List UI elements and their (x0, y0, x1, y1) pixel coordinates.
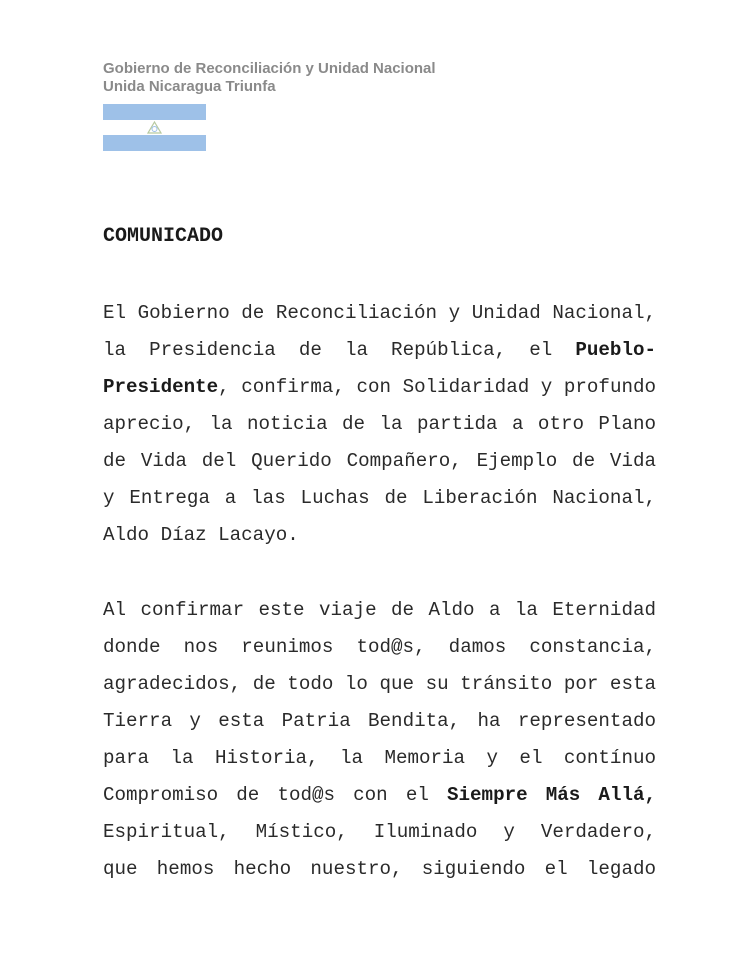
text-line: Tierra y esta Patria Bendita, ha representado (103, 710, 656, 732)
government-name: Gobierno de Reconciliación y Unidad Nacional (103, 60, 436, 77)
bold-text: Pueblo- (575, 339, 656, 361)
text-line: El Gobierno de Reconciliación y Unidad Nacional, (103, 302, 656, 324)
letterhead (103, 60, 436, 96)
text-line: que hemos hecho nuestro, siguiendo el legado (103, 858, 656, 880)
text-line: donde nos reunimos tod@s, damos constancia, (103, 636, 656, 658)
text-segment: Compromiso de tod@s con el (103, 784, 448, 806)
nicaragua-flag-icon (103, 104, 206, 151)
text-line (103, 332, 656, 369)
government-slogan: Unida Nicaragua Triunfa (103, 78, 276, 95)
flag-top-band (103, 104, 206, 120)
text-line: Aldo Díaz Lacayo. (103, 524, 299, 546)
text-line: agradecidos, de todo lo que su tránsito por esta (103, 673, 656, 695)
coat-of-arms-icon (147, 121, 162, 134)
bold-text: , (644, 784, 657, 806)
bold-text: Presidente (103, 376, 219, 398)
text-line (103, 369, 656, 406)
text-line: para la Historia, la Memoria y el contínuo (103, 747, 656, 769)
text-line: Al confirmar este viaje de Aldo a la Eternidad (103, 599, 656, 621)
text-line: Espiritual, Místico, Iluminado y Verdadero, (103, 821, 656, 843)
paragraph-1 (103, 295, 656, 554)
flag-bottom-band (103, 135, 206, 151)
document-title: COMUNICADO (103, 225, 224, 248)
text-segment: , confirma, con Solidaridad y profundo (218, 376, 656, 398)
text-line (103, 777, 656, 814)
paragraph-2 (103, 592, 656, 888)
text-line: y Entrega a las Luchas de Liberación Nacional, (103, 487, 656, 509)
text-segment: la Presidencia de la República, el (103, 339, 576, 361)
bold-text: Siempre Más Allá (447, 784, 645, 806)
text-line: aprecio, la noticia de la partida a otro Plano (103, 413, 656, 435)
text-line: de Vida del Querido Compañero, Ejemplo de Vida (103, 450, 656, 472)
